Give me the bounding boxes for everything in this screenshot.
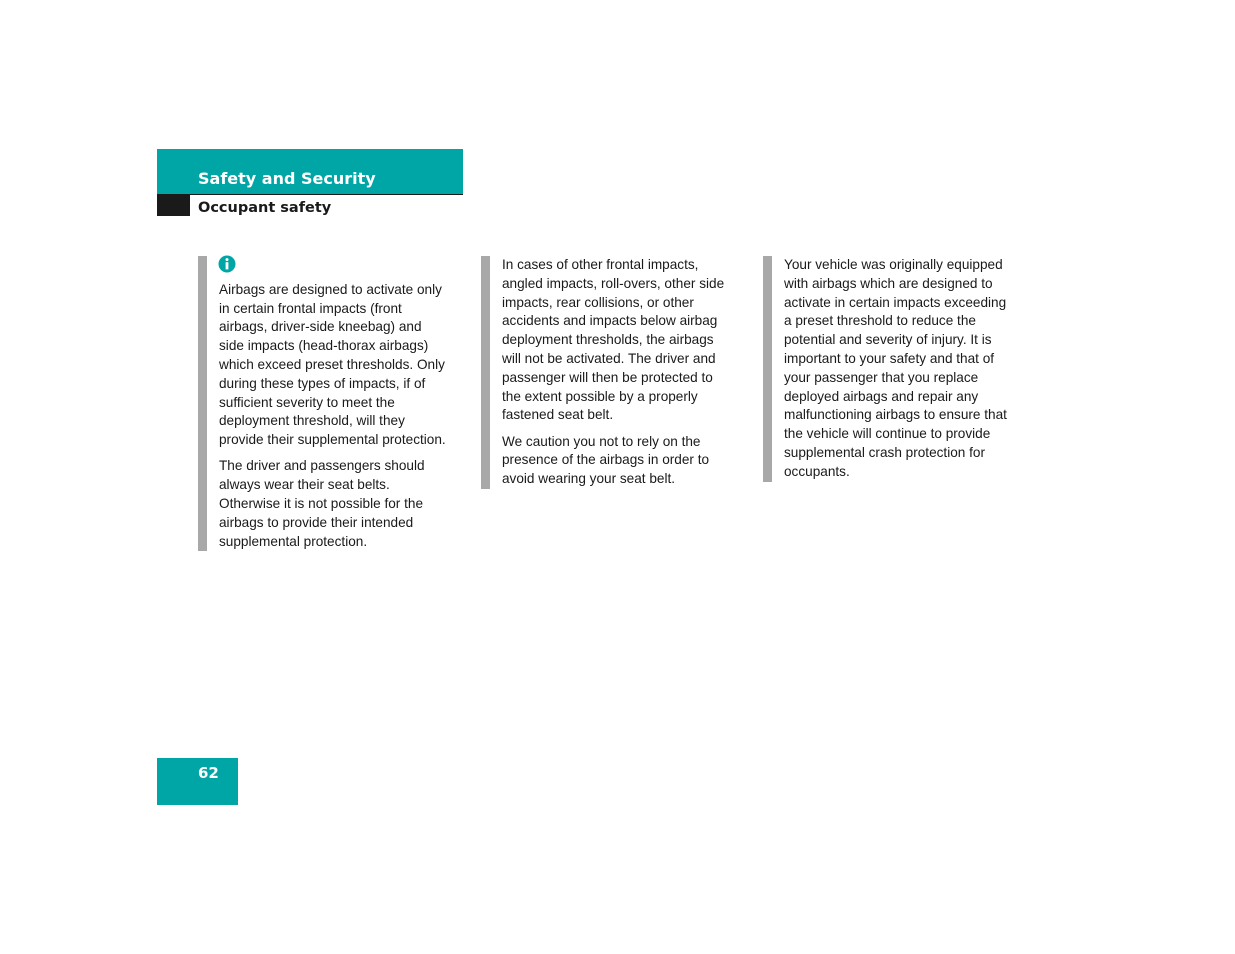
column-right xyxy=(763,256,1011,482)
column-left xyxy=(198,256,446,551)
column-content xyxy=(502,256,729,489)
subsection-title: Occupant safety xyxy=(198,200,332,216)
paragraph: In cases of other frontal impacts, angled impacts, roll-overs, other side impacts, rear collisions, or other accidents and impacts below airbag deployment thresholds, the airbags will not be activated. The driver and passenger will then be protected to the extent possible by a properly fastened seat belt. xyxy=(502,257,725,423)
column-bar xyxy=(481,256,490,489)
subsection-rule xyxy=(190,194,463,195)
paragraph: Airbags are designed to activate only in certain frontal impacts (front airbags, driver-side kneebag) and side impacts (head-thorax airbags) which exceed preset thresholds. Only during these types of impacts, if of sufficient severity to meet the deployment threshold, will they provide their supplemental protection. xyxy=(219,281,446,448)
section-header xyxy=(157,149,463,194)
page-number-box xyxy=(157,758,238,805)
column-content xyxy=(784,256,1011,482)
paragraph: Your vehicle was originally equipped with airbags which are designed to activate in certain impacts exceeding a preset threshold to reduce the potential and severity of injury. It is important to your safety and that of your passenger that you replace deployed airbags and repair any malfunctioning airbags to ensure that the vehicle will continue to provide supplemental crash protection for occupants. xyxy=(784,257,1007,479)
column-bar xyxy=(763,256,772,482)
subsection-marker xyxy=(157,194,190,216)
section-title: Safety and Security xyxy=(198,169,376,188)
paragraph: The driver and passengers should always wear their seat belts. Otherwise it is not possible for the airbags to provide their intended supplemental protection. xyxy=(219,458,425,549)
column-content xyxy=(219,256,446,551)
page-number: 62 xyxy=(198,764,219,782)
paragraph: We caution you not to rely on the presence of the airbags in order to avoid wearing your seat belt. xyxy=(502,433,710,487)
info-icon xyxy=(218,255,236,273)
column-bar xyxy=(198,256,207,551)
column-middle xyxy=(481,256,729,489)
